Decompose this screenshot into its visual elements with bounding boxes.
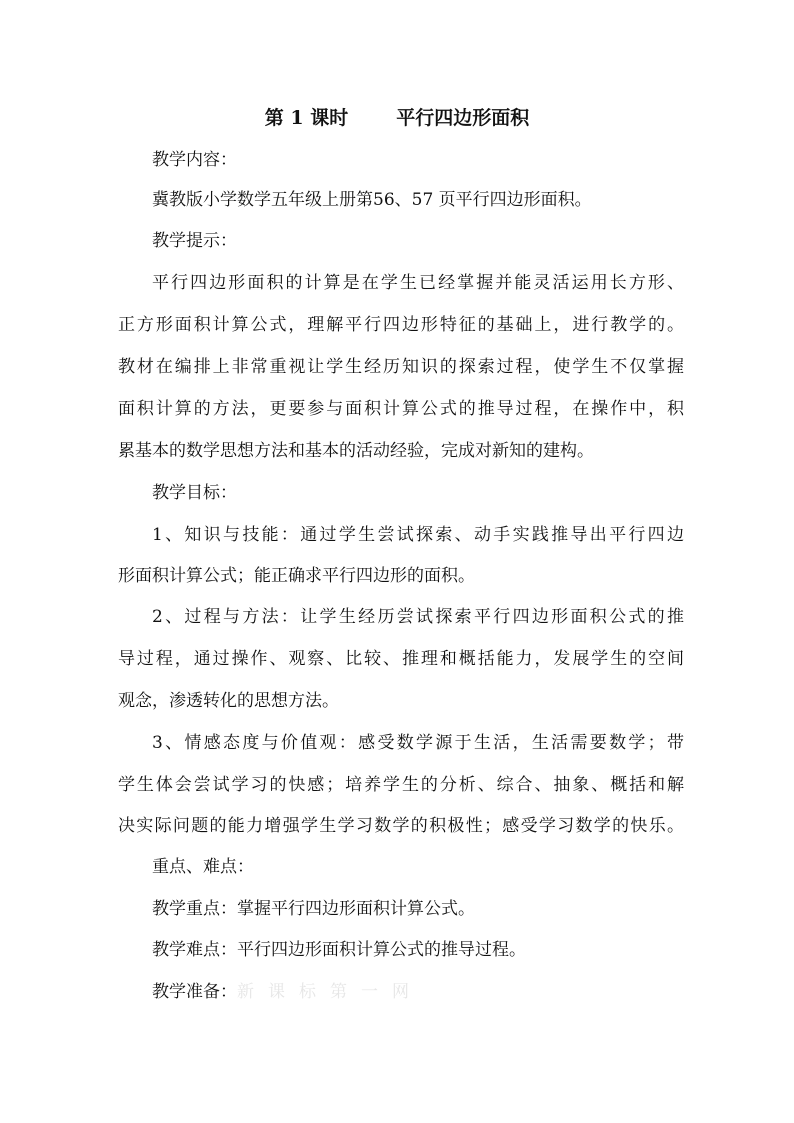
- goal-3-line: 3、情感态度与价值观：感受数学源于生活，生活需要数学；带: [152, 733, 684, 753]
- teaching-preparation-line: [152, 980, 684, 1004]
- content-paragraph: 冀教版小学数学五年级上册第56、57 页平行四边形面积。: [152, 190, 592, 210]
- goal-1-line: 形面积计算公式；能正确求平行四边形的面积。: [118, 566, 475, 586]
- goal-2-line: 2、过程与方法：让学生经历尝试探索平行四边形面积公式的推: [152, 607, 684, 627]
- tips-paragraph-line: 教材在编排上非常重视让学生经历知识的探索过程，使学生不仅掌握: [118, 357, 684, 377]
- tips-paragraph-line: 累基本的数学思想方法和基本的活动经验，完成对新知的建构。: [118, 441, 594, 461]
- goal-2-line: 观念，渗透转化的思想方法。: [118, 691, 339, 711]
- heading-key-points: 重点、难点：: [152, 857, 254, 877]
- heading-teaching-goals: 教学目标：: [152, 483, 237, 503]
- watermark-text: 新课标第一网: [237, 982, 423, 1002]
- key-point-line: 教学重点：掌握平行四边形面积计算公式。: [152, 899, 475, 919]
- goal-3-line: 学生体会尝试学习的快感；培养学生的分析、综合、抽象、概括和解: [118, 775, 684, 795]
- lesson-number: 第 1 课时: [264, 107, 349, 129]
- goal-1-line: 1、知识与技能：通过学生尝试探索、动手实践推导出平行四边: [152, 525, 684, 545]
- heading-teaching-preparation: 教学准备：: [152, 982, 237, 1002]
- goal-2-line: 导过程，通过操作、观察、比较、推理和概括能力，发展学生的空间: [118, 649, 684, 669]
- heading-teaching-tips: 教学提示：: [152, 231, 237, 251]
- goal-3-line: 决实际问题的能力增强学生学习数学的积极性；感受学习数学的快乐。: [118, 816, 684, 836]
- difficult-point-line: 教学难点：平行四边形面积计算公式的推导过程。: [152, 940, 526, 960]
- tips-paragraph-line: 正方形面积计算公式，理解平行四边形特征的基础上，进行教学的。: [118, 315, 684, 335]
- lesson-title: [0, 106, 794, 130]
- lesson-topic: 平行四边形面积: [396, 107, 530, 129]
- heading-teaching-content: 教学内容：: [152, 150, 237, 170]
- tips-paragraph-line: 平行四边形面积的计算是在学生已经掌握并能灵活运用长方形、: [152, 273, 684, 293]
- tips-paragraph-line: 面积计算的方法，更要参与面积计算公式的推导过程，在操作中，积: [118, 399, 684, 419]
